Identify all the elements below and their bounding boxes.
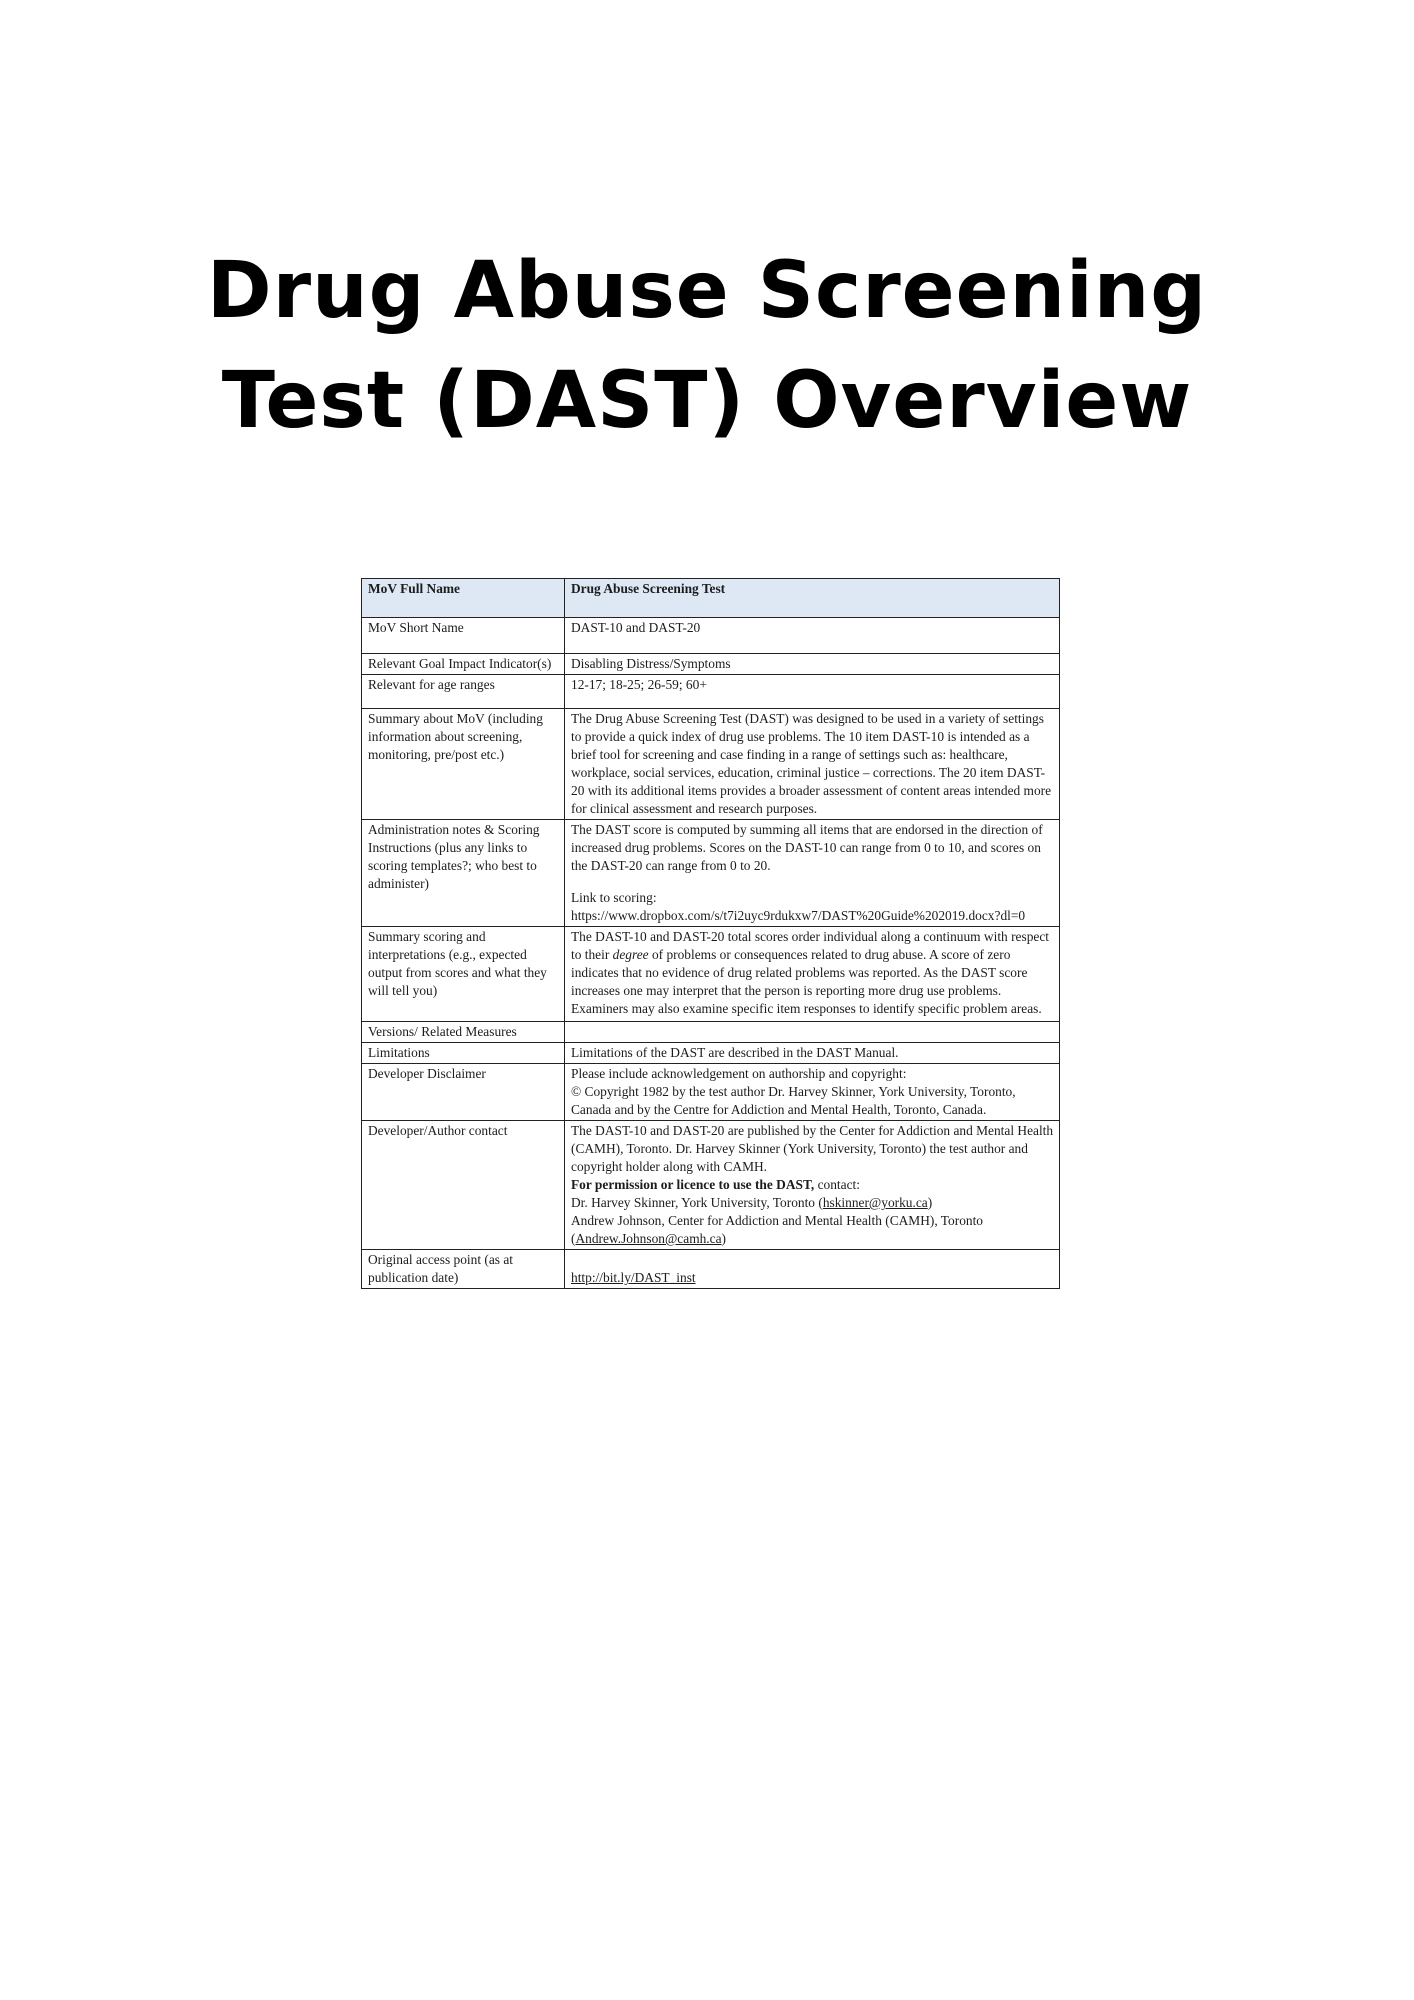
value-summary: The Drug Abuse Screening Test (DAST) was designed to be used in a variety of settings to provide a quick index of drug use problems. The 10 item DAST-10 is intended as a brief tool for screening and case finding in a range of settings such as: healthcare, workplace, social services, education, criminal justice – corrections. The 20 item DAST-20 with its additional items provides a broader assessment of content areas intended more for clinical assessment and research purposes.	[565, 709, 1060, 820]
contact-intro: The DAST-10 and DAST-20 are published by the Center for Addiction and Mental Health (CAMH), Toronto. Dr. Harvey Skinner (York University, Toronto) the test author and copyright holder along with CAMH.	[571, 1123, 1054, 1174]
label-short-name: MoV Short Name	[362, 618, 565, 654]
contact-person-1	[571, 1194, 1055, 1212]
value-age: 12-17; 18-25; 26-59; 60+	[565, 675, 1060, 709]
value-versions	[565, 1022, 1060, 1043]
table-row-limitations	[362, 1043, 1060, 1064]
table-row-contact	[362, 1121, 1060, 1250]
value-access	[565, 1250, 1060, 1289]
value-admin	[565, 820, 1060, 927]
disclaimer-line-2: © Copyright 1982 by the test author Dr. Harvey Skinner, York University, Toronto, Canada and by the Centre for Addiction and Mental Health, Toronto, Canada.	[571, 1084, 1016, 1117]
label-admin: Administration notes & Scoring Instructions (plus any links to scoring templates?; who best to administer)	[362, 820, 565, 927]
label-age: Relevant for age ranges	[362, 675, 565, 709]
disclaimer-line-1: Please include acknowledgement on authorship and copyright:	[571, 1066, 907, 1081]
contact-permission-bold: For permission or licence to use the DAST,	[571, 1177, 815, 1192]
table-row-scoring	[362, 927, 1060, 1022]
contact-permission	[571, 1176, 1055, 1194]
email-link-1[interactable]: hskinner@yorku.ca	[822, 1195, 928, 1210]
contact-person-1-name: Dr. Harvey Skinner, York University, Toronto (	[571, 1195, 823, 1210]
contact-person-2-name: Andrew Johnson, Center for Addiction and Mental Health (CAMH), Toronto (	[571, 1213, 983, 1246]
scoring-link[interactable]: https://www.dropbox.com/s/t7i2uyc9rdukxw7/DAST%20Guide%202019.docx?dl=0	[571, 908, 1026, 923]
scoring-text-post: of problems or consequences related to drug abuse. A score of zero indicates that no evidence of drug related problems was reported. As the DAST score increases one may interpret that the person is reporting more drug use problems. Examiners may also examine specific item responses to identify specific problem areas.	[571, 947, 1042, 1016]
table-row-short-name	[362, 618, 1060, 654]
label-limitations: Limitations	[362, 1043, 565, 1064]
page-title-line-2: Test (DAST) Overview	[221, 356, 1193, 446]
table-row-admin	[362, 820, 1060, 927]
contact-person-1-close: )	[927, 1195, 933, 1210]
access-link[interactable]: http://bit.ly/DAST_inst	[571, 1270, 696, 1285]
table-row-impact	[362, 654, 1060, 675]
contact-permission-rest: contact:	[814, 1177, 860, 1192]
label-versions: Versions/ Related Measures	[362, 1022, 565, 1043]
table-row-full-name	[362, 579, 1060, 618]
contact-person-2-close: )	[721, 1231, 727, 1246]
value-disclaimer	[565, 1064, 1060, 1121]
label-access: Original access point (as at publication date)	[362, 1250, 565, 1289]
value-short-name: DAST-10 and DAST-20	[565, 618, 1060, 654]
label-impact: Relevant Goal Impact Indicator(s)	[362, 654, 565, 675]
table-row-disclaimer	[362, 1064, 1060, 1121]
value-limitations: Limitations of the DAST are described in the DAST Manual.	[565, 1043, 1060, 1064]
label-disclaimer: Developer Disclaimer	[362, 1064, 565, 1121]
value-impact: Disabling Distress/Symptoms	[565, 654, 1060, 675]
table-row-summary	[362, 709, 1060, 820]
scoring-link-label: Link to scoring:	[571, 890, 657, 905]
table-row-access	[362, 1250, 1060, 1289]
value-full-name: Drug Abuse Screening Test	[565, 579, 1060, 618]
email-link-2[interactable]: Andrew.Johnson@camh.ca	[575, 1231, 722, 1246]
dast-overview-table	[361, 578, 1060, 1289]
scoring-text-em: degree	[612, 947, 649, 962]
label-full-name: MoV Full Name	[362, 579, 565, 618]
page-title-line-1: Drug Abuse Screening	[206, 246, 1208, 336]
label-contact: Developer/Author contact	[362, 1121, 565, 1250]
label-scoring: Summary scoring and interpretations (e.g., expected output from scores and what they will tell you)	[362, 927, 565, 1022]
value-contact	[565, 1121, 1060, 1250]
admin-text: The DAST score is computed by summing all items that are endorsed in the direction of increased drug problems. Scores on the DAST-10 can range from 0 to 10, and scores on the DAST-20 can range from 0 to 20.	[571, 822, 1043, 873]
table-row-age	[362, 675, 1060, 709]
contact-person-2	[571, 1212, 1055, 1248]
scoring-text-pre: The DAST-10 and DAST-20 total scores order individual along a continuum with respect to their	[571, 929, 1050, 962]
table-row-versions	[362, 1022, 1060, 1043]
page-title	[0, 236, 1414, 456]
value-scoring	[565, 927, 1060, 1022]
label-summary: Summary about MoV (including information about screening, monitoring, pre/post etc.)	[362, 709, 565, 820]
